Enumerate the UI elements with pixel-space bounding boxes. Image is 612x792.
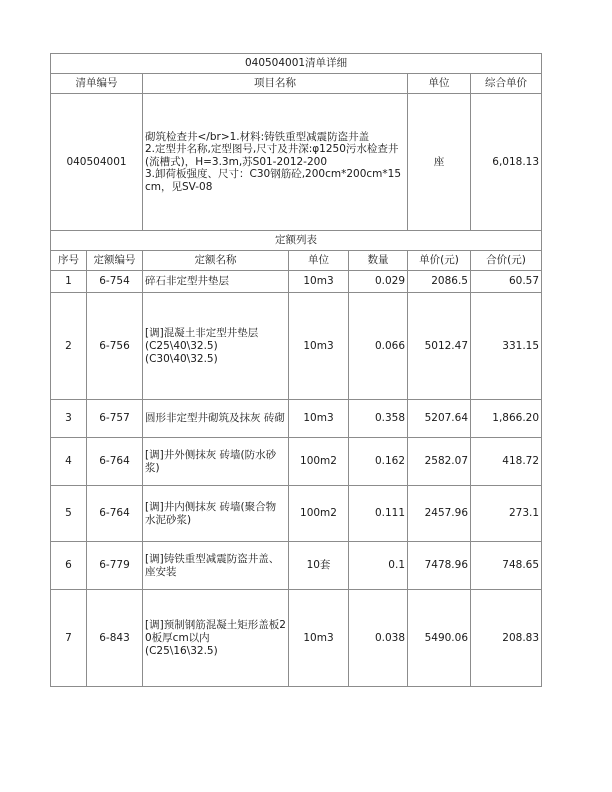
table-row <box>51 271 542 293</box>
row-code: 6-754 <box>87 271 143 293</box>
table-row <box>51 590 542 687</box>
row-no: 3 <box>51 400 87 438</box>
row-unit: 10m3 <box>289 400 349 438</box>
table-row <box>51 542 542 590</box>
row-qty: 0.1 <box>349 542 408 590</box>
name-line: (C25\40\32.5) <box>145 339 218 352</box>
row-code: 6-757 <box>87 400 143 438</box>
row-unit: 100m2 <box>289 438 349 486</box>
name-line: [调]铸铁重型减震防盗井盖、座安装 <box>145 552 280 578</box>
header-quota-name: 定额名称 <box>143 251 289 271</box>
row-total: 331.15 <box>471 293 542 400</box>
table-row <box>51 400 542 438</box>
row-name <box>143 293 289 400</box>
row-unit: 10m3 <box>289 271 349 293</box>
row-name <box>143 486 289 542</box>
row-name <box>143 271 289 293</box>
name-line: 圆形非定型井砌筑及抹灰 砖砌 <box>145 412 285 424</box>
header-item-name: 项目名称 <box>143 74 408 94</box>
row-price: 5207.64 <box>408 400 471 438</box>
row-code: 6-756 <box>87 293 143 400</box>
row-code: 6-843 <box>87 590 143 687</box>
name-line: 碎石非定型井垫层 <box>145 275 229 287</box>
row-no: 4 <box>51 438 87 486</box>
row-name <box>143 590 289 687</box>
header-total-price: 合价(元) <box>471 251 542 271</box>
row-name <box>143 400 289 438</box>
row-price: 7478.96 <box>408 542 471 590</box>
row-total: 273.1 <box>471 486 542 542</box>
row-no: 2 <box>51 293 87 400</box>
list-item-code: 040504001 <box>51 94 143 231</box>
name-line: (C30\40\32.5) <box>145 352 218 365</box>
row-no: 6 <box>51 542 87 590</box>
row-price: 5012.47 <box>408 293 471 400</box>
header-quota-code: 定额编号 <box>87 251 143 271</box>
row-no: 7 <box>51 590 87 687</box>
description-line: 2.定型井名称,定型图号,尺寸及井深:φ1250污水检查井(流槽式)，H=3.3m,苏S01-2012-200 <box>145 143 399 168</box>
table-row <box>51 293 542 400</box>
row-qty: 0.029 <box>349 271 408 293</box>
row-total: 208.83 <box>471 590 542 687</box>
table-title: 040504001清单详细 <box>51 54 542 74</box>
row-no: 5 <box>51 486 87 542</box>
row-qty: 0.358 <box>349 400 408 438</box>
row-qty: 0.111 <box>349 486 408 542</box>
row-total: 418.72 <box>471 438 542 486</box>
description-line: 砌筑检查井</br>1.材料:铸铁重型减震防盗井盖 <box>145 130 370 143</box>
header-list-code: 清单编号 <box>51 74 143 94</box>
row-qty: 0.162 <box>349 438 408 486</box>
name-line: [调]井内侧抹灰 砖墙(聚合物水泥砂浆) <box>145 500 277 526</box>
row-total: 1,866.20 <box>471 400 542 438</box>
row-price: 2457.96 <box>408 486 471 542</box>
row-name <box>143 542 289 590</box>
row-unit: 100m2 <box>289 486 349 542</box>
quota-section-title: 定额列表 <box>51 231 542 251</box>
row-unit: 10套 <box>289 542 349 590</box>
header-composite-price: 综合单价 <box>471 74 542 94</box>
row-no: 1 <box>51 271 87 293</box>
list-item-description <box>143 94 408 231</box>
list-header-row <box>51 74 542 94</box>
row-total: 60.57 <box>471 271 542 293</box>
list-item-row <box>51 94 542 231</box>
quota-header-row <box>51 251 542 271</box>
row-unit: 10m3 <box>289 590 349 687</box>
list-item-unit: 座 <box>408 94 471 231</box>
name-line: [调]井外侧抹灰 砖墙(防水砂浆) <box>145 448 277 474</box>
row-code: 6-764 <box>87 486 143 542</box>
row-code: 6-779 <box>87 542 143 590</box>
name-line: [调]混凝土非定型井垫层 <box>145 326 259 339</box>
table-row <box>51 486 542 542</box>
row-price: 2582.07 <box>408 438 471 486</box>
name-line: [调]预制钢筋混凝土矩形盖板20板厚cm以内 <box>145 618 286 644</box>
header-unit: 单位 <box>408 74 471 94</box>
name-line: (C25\16\32.5) <box>145 644 218 657</box>
row-unit: 10m3 <box>289 293 349 400</box>
bill-detail-table <box>50 53 542 687</box>
row-total: 748.65 <box>471 542 542 590</box>
row-price: 2086.5 <box>408 271 471 293</box>
row-qty: 0.038 <box>349 590 408 687</box>
header-no: 序号 <box>51 251 87 271</box>
row-name <box>143 438 289 486</box>
header-quota-unit: 单位 <box>289 251 349 271</box>
description-line: 3.卸荷板强度、尺寸：C30钢筋砼,200cm*200cm*15cm，见SV-08 <box>145 168 401 193</box>
header-quantity: 数量 <box>349 251 408 271</box>
header-unit-price: 单价(元) <box>408 251 471 271</box>
row-price: 5490.06 <box>408 590 471 687</box>
table-row <box>51 438 542 486</box>
row-qty: 0.066 <box>349 293 408 400</box>
list-item-price: 6,018.13 <box>471 94 542 231</box>
row-code: 6-764 <box>87 438 143 486</box>
